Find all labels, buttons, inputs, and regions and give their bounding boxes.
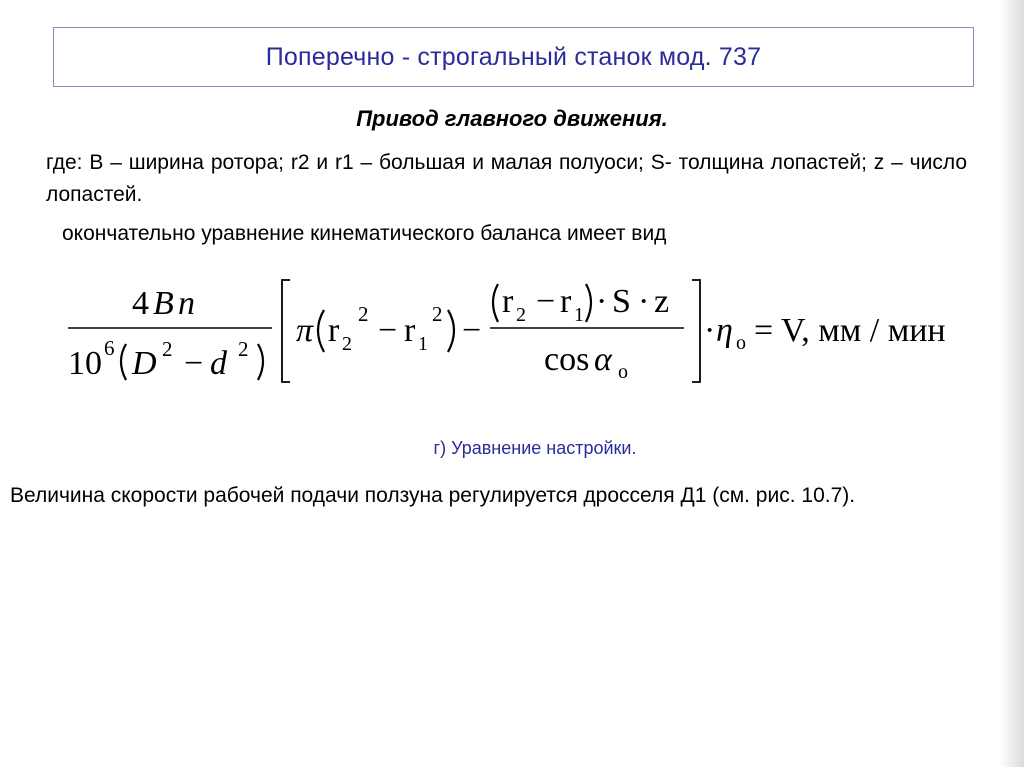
formula-alpha: α: [594, 341, 612, 378]
definitions-paragraph: где: В – ширина ротора; r2 и r1 – большая и малая полуоси; S- толщина лопастей; z – число лопастей.: [46, 151, 967, 206]
formula-r2-sq: 2: [358, 302, 369, 326]
formula-z: z: [654, 283, 670, 320]
formula-dot-3: ·: [704, 312, 716, 349]
formula-num-r1: r: [560, 283, 572, 320]
formula-num-coef: 4: [132, 285, 149, 322]
formula-D: D: [132, 345, 157, 382]
formula-den-exp: 6: [104, 336, 115, 360]
slide-title: Поперечно - строгальный станок мод. 737: [265, 42, 762, 71]
formula-caption: г) Уравнение настройки.: [433, 438, 637, 458]
formula-r2-sub: 2: [342, 333, 352, 355]
intro-paragraph: окончательно уравнение кинематического баланса имеет вид: [62, 222, 667, 245]
formula-den-base: 10: [68, 345, 102, 382]
kinematic-balance-formula: [60, 270, 990, 400]
formula-alpha-sub: o: [618, 361, 628, 383]
formula-r1-sq: 2: [432, 302, 443, 326]
formula-bracket-right: [692, 280, 700, 382]
title-box: [53, 27, 974, 87]
formula-num-B: B: [153, 285, 174, 322]
formula-paren3-left: [493, 284, 498, 322]
formula-S: S: [612, 283, 631, 320]
formula-bracket-left: [282, 280, 290, 382]
formula-paren3-right: [586, 284, 591, 322]
formula-eta: η: [716, 312, 733, 349]
formula-dot-1: ·: [596, 283, 608, 320]
formula-eta-sub: o: [736, 332, 746, 354]
formula-d-sq: 2: [238, 337, 249, 361]
formula-paren2-left: [318, 310, 324, 352]
closing-paragraph: Величина скорости рабочей подачи ползуна регулируется дросселя Д1 (см. рис. 10.7).: [10, 484, 856, 507]
formula-r1-sub: 1: [418, 333, 428, 355]
formula-minus-3: −: [462, 312, 482, 349]
formula-minus-4: −: [536, 283, 556, 320]
formula-pi: π: [296, 312, 314, 349]
formula-paren2-right: [448, 310, 454, 352]
formula-d: d: [210, 345, 227, 382]
formula-r1: r: [404, 312, 416, 349]
formula-num-r1-sub: 1: [574, 304, 584, 326]
formula-D-sq: 2: [162, 337, 173, 361]
formula-minus-1: −: [184, 345, 204, 382]
formula-dot-2: ·: [638, 283, 650, 320]
formula-paren-left: [121, 344, 126, 380]
formula-num-r2: r: [502, 283, 514, 320]
subtitle: Привод главного движения.: [356, 106, 668, 131]
formula-num-r2-sub: 2: [516, 304, 526, 326]
formula-rhs: = V, мм / мин: [754, 312, 946, 349]
formula-r2: r: [328, 312, 340, 349]
formula-cos: cos: [544, 341, 590, 378]
formula-num-n: n: [178, 285, 195, 322]
formula-minus-2: −: [378, 312, 398, 349]
formula-paren-right: [258, 344, 263, 380]
